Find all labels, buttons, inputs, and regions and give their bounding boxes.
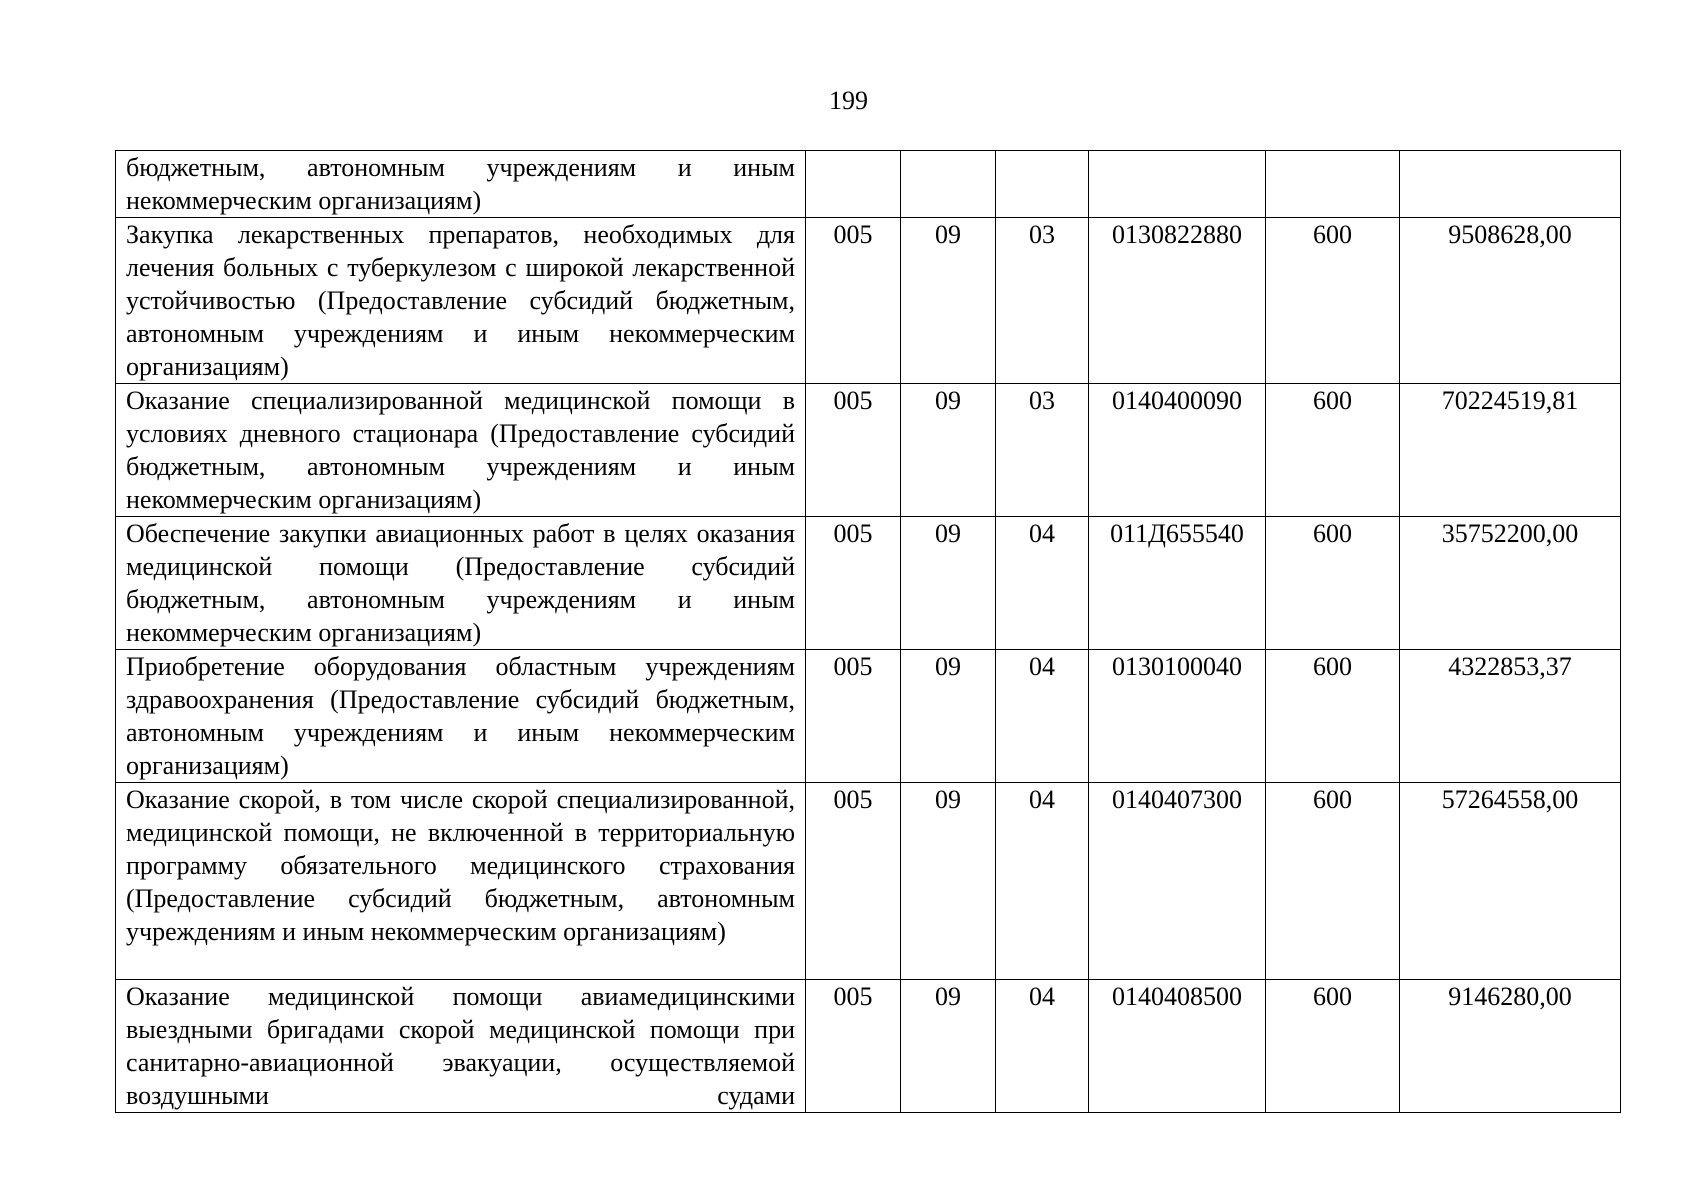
row-description: бюджетным, автономным учреждениям и иным некоммерческим организациям)	[116, 151, 806, 218]
table-row	[116, 517, 1621, 650]
row-target-article-code: 0140408500	[1089, 980, 1266, 1113]
row-section-code: 09	[901, 517, 996, 650]
row-section-code: 09	[901, 384, 996, 517]
row-ved-code: 005	[806, 218, 901, 384]
row-target-article-code: 0130100040	[1089, 650, 1266, 783]
row-section-code	[901, 151, 996, 218]
row-section-code: 09	[901, 218, 996, 384]
row-ved-code: 005	[806, 517, 901, 650]
row-expense-type-code: 600	[1266, 650, 1400, 783]
row-description: Оказание специализированной медицинской помощи в условиях дневного стационара (Предоставление субсидий бюджетным, автономным учреждениям и иным некоммерческим организациям)	[116, 384, 806, 517]
page-number: 199	[829, 86, 868, 115]
row-section-code: 09	[901, 650, 996, 783]
row-expense-type-code: 600	[1266, 783, 1400, 980]
row-amount: 35752200,00	[1400, 517, 1621, 650]
row-target-article-code: 0140400090	[1089, 384, 1266, 517]
budget-table	[115, 150, 1621, 1113]
row-expense-type-code: 600	[1266, 980, 1400, 1113]
row-description: Приобретение оборудования областным учреждениям здравоохранения (Предоставление субсидий бюджетным, автономным учреждениям и иным некоммерческим организациям)	[116, 650, 806, 783]
row-subsection-code: 03	[996, 384, 1089, 517]
row-target-article-code: 0140407300	[1089, 783, 1266, 980]
row-section-code: 09	[901, 980, 996, 1113]
row-ved-code: 005	[806, 783, 901, 980]
row-subsection-code: 04	[996, 650, 1089, 783]
table-row	[116, 783, 1621, 980]
row-subsection-code: 04	[996, 783, 1089, 980]
row-subsection-code: 04	[996, 517, 1089, 650]
row-description: Обеспечение закупки авиационных работ в целях оказания медицинской помощи (Предоставление субсидий бюджетным, автономным учреждениям и иным некоммерческим организациям)	[116, 517, 806, 650]
row-amount: 9508628,00	[1400, 218, 1621, 384]
row-target-article-code: 0130822880	[1089, 218, 1266, 384]
row-ved-code: 005	[806, 384, 901, 517]
table-row	[116, 980, 1621, 1113]
row-ved-code	[806, 151, 901, 218]
row-subsection-code: 04	[996, 980, 1089, 1113]
table-row	[116, 218, 1621, 384]
row-expense-type-code	[1266, 151, 1400, 218]
row-amount: 4322853,37	[1400, 650, 1621, 783]
table-row	[116, 151, 1621, 218]
row-ved-code: 005	[806, 650, 901, 783]
row-amount: 70224519,81	[1400, 384, 1621, 517]
row-target-article-code: 011Д655540	[1089, 517, 1266, 650]
row-expense-type-code: 600	[1266, 517, 1400, 650]
row-target-article-code	[1089, 151, 1266, 218]
row-expense-type-code: 600	[1266, 218, 1400, 384]
row-description: Закупка лекарственных препаратов, необходимых для лечения больных с туберкулезом с широкой лекарственной устойчивостью (Предоставление субсидий бюджетным, автономным учреждениям и иным некоммерческим организациям)	[116, 218, 806, 384]
table-row	[116, 384, 1621, 517]
row-amount: 57264558,00	[1400, 783, 1621, 980]
row-section-code: 09	[901, 783, 996, 980]
row-expense-type-code: 600	[1266, 384, 1400, 517]
row-description: Оказание скорой, в том числе скорой специализированной, медицинской помощи, не включенной в территориальную программу обязательного медицинского страхования (Предоставление субсидий бюджетным, автономным учреждениям и иным некоммерческим организациям)	[116, 783, 806, 980]
row-description: Оказание медицинской помощи авиамедицинскими выездными бригадами скорой медицинской помощи при санитарно-авиационной эвакуации, осуществляемой воздушными судами	[116, 980, 806, 1113]
row-amount: 9146280,00	[1400, 980, 1621, 1113]
row-subsection-code	[996, 151, 1089, 218]
row-subsection-code: 03	[996, 218, 1089, 384]
table-row	[116, 650, 1621, 783]
row-amount	[1400, 151, 1621, 218]
row-ved-code: 005	[806, 980, 901, 1113]
